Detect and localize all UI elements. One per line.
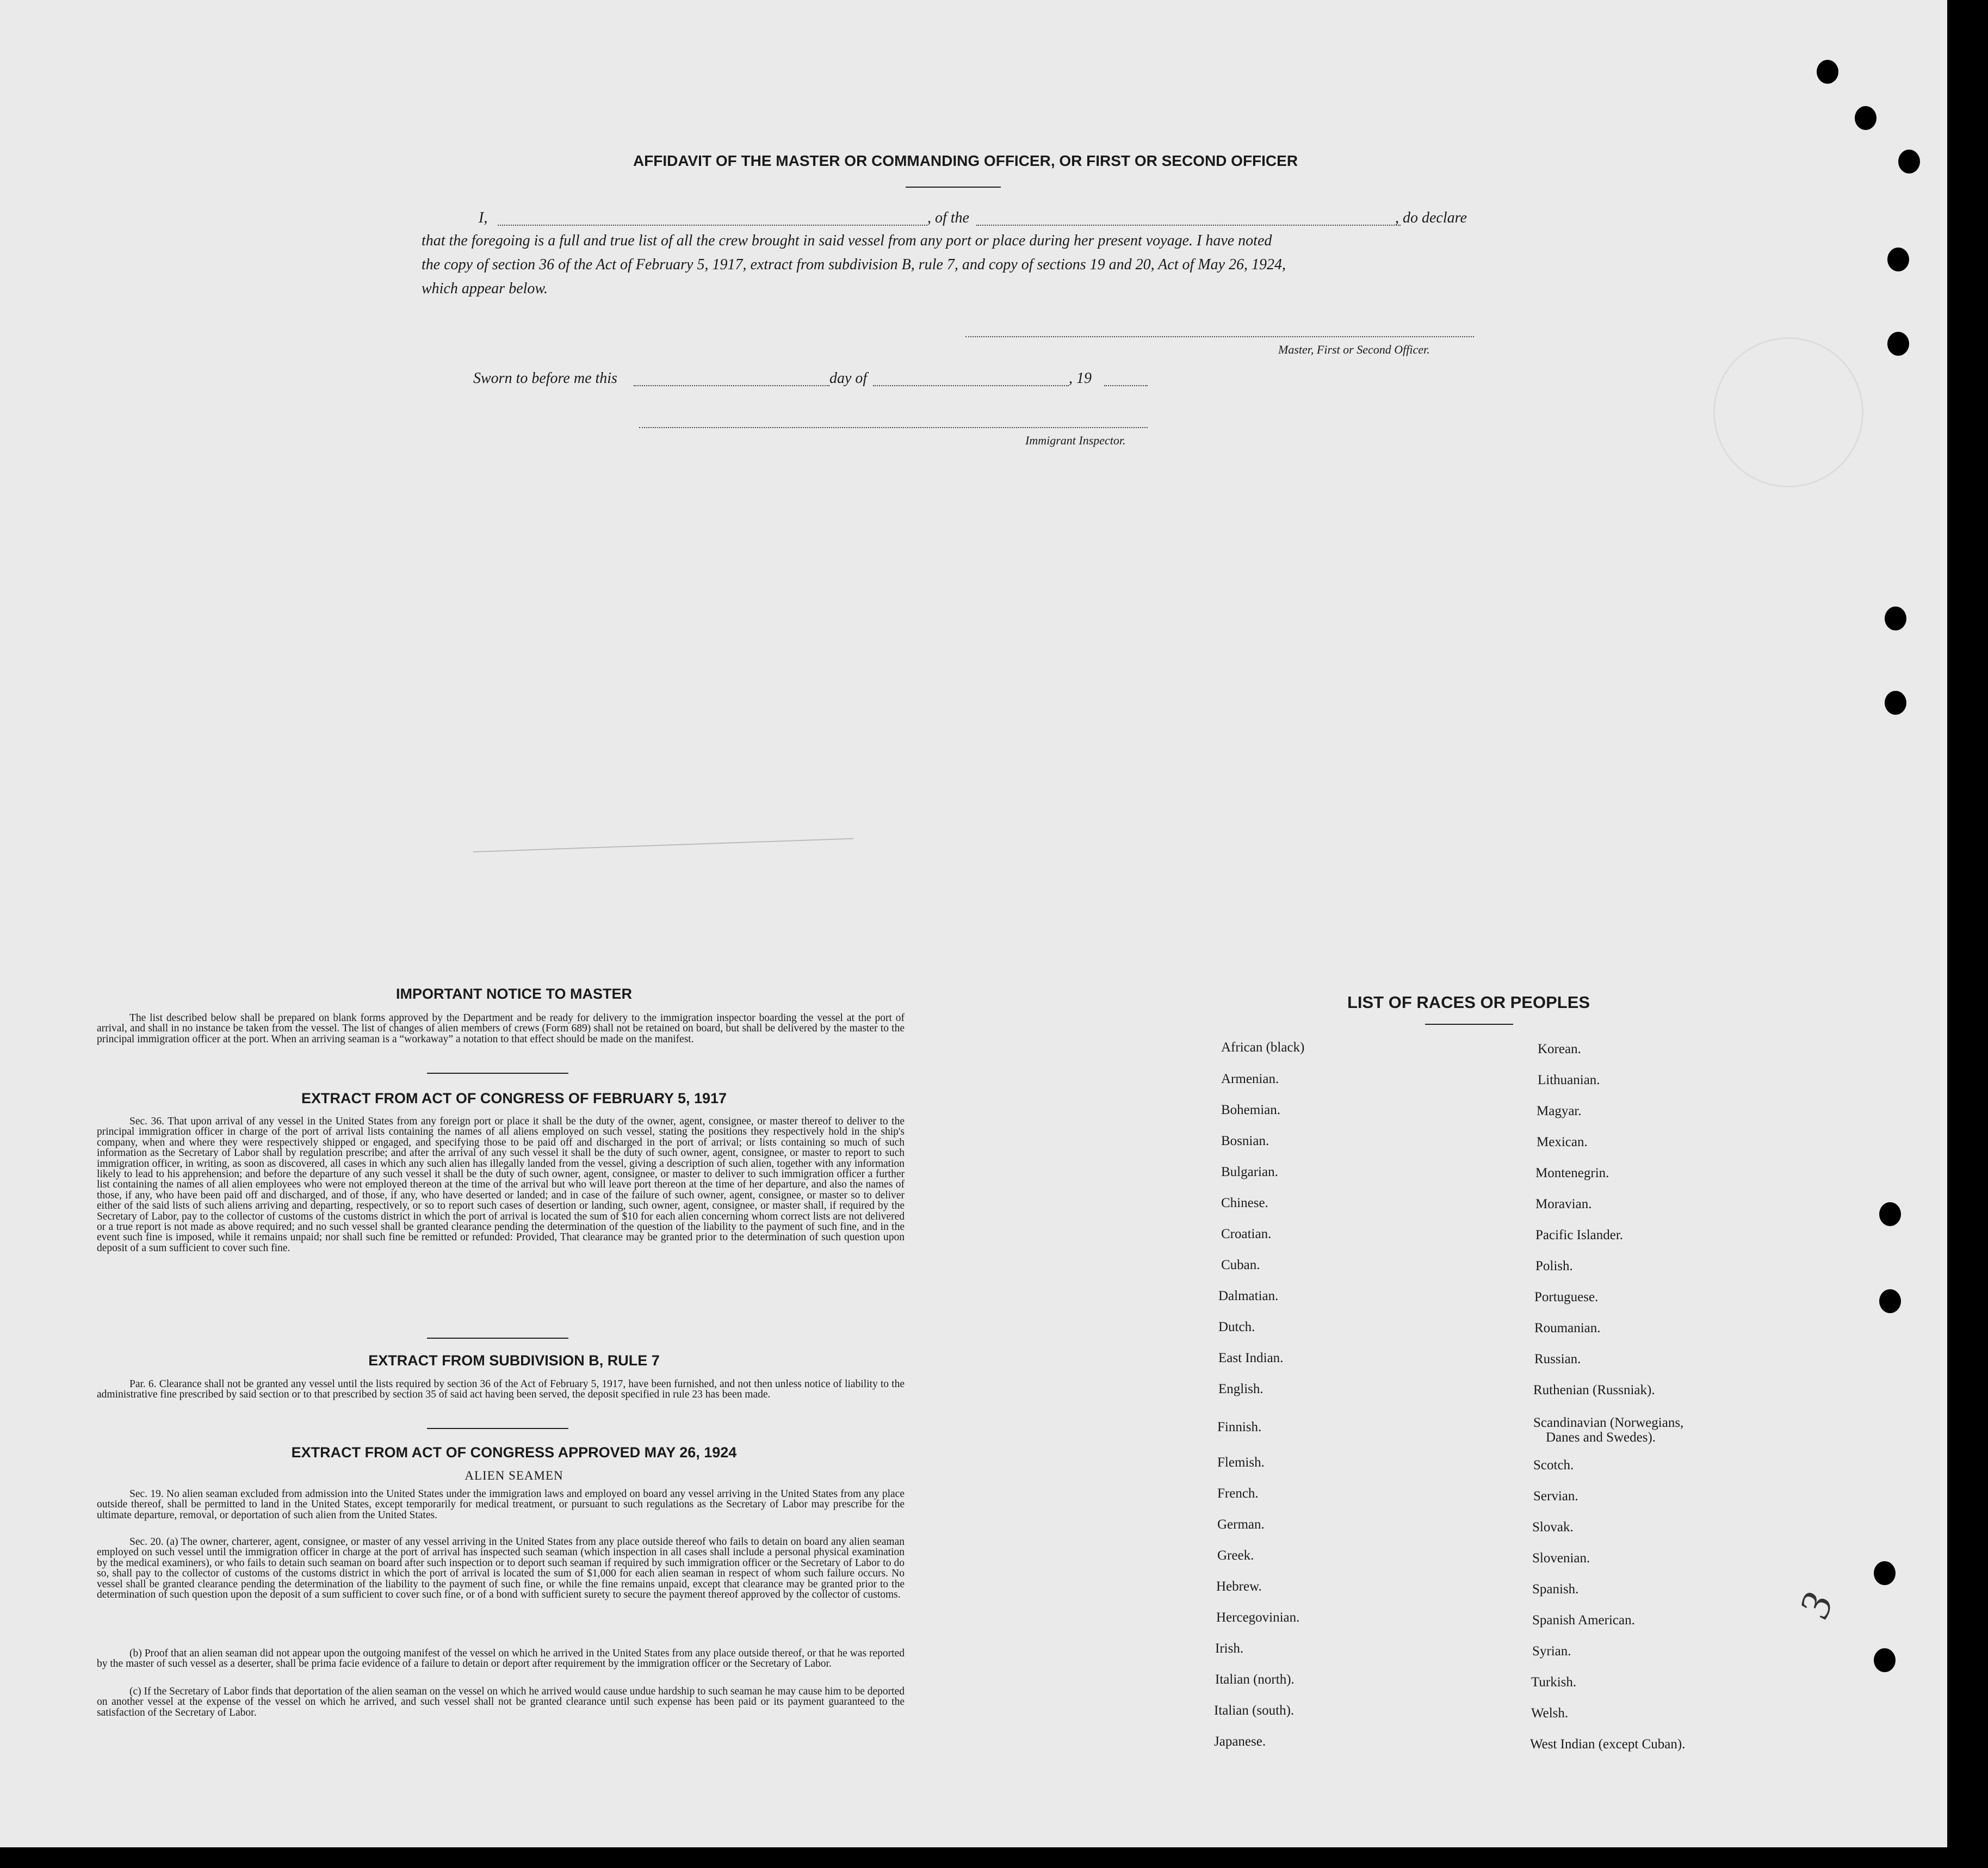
punch-hole	[1885, 607, 1906, 630]
signature-label: Master, First or Second Officer.	[1278, 343, 1430, 356]
race-item: Hercegovinian.	[1216, 1610, 1300, 1625]
sworn-date-line	[634, 385, 829, 386]
embossed-seal	[1713, 337, 1863, 487]
race-item: Moravian.	[1535, 1197, 1592, 1211]
sworn-year: , 19	[1069, 370, 1092, 387]
extract-1924-sec20b: (b) Proof that an alien seaman did not appear upon the outgoing manifest of the vessel on which he arrived in the United States from any place outside thereof, or that he was reported by the master of such vessel as a deserter, shall be prima facie evidence of a failure to detain or deport after requirement by the immigration officer or the Secretary of Labor.	[97, 1648, 905, 1670]
affidavit-line-2: that the foregoing is a full and true list of all the crew brought in said vessel from any port or place during her present voyage. I have noted	[422, 232, 1272, 249]
race-item: Cuban.	[1221, 1258, 1260, 1272]
race-item: Magyar.	[1537, 1104, 1582, 1118]
handwritten-mark: 3	[1790, 1586, 1843, 1624]
punch-hole	[1879, 1289, 1901, 1313]
race-item: Mexican.	[1537, 1135, 1588, 1149]
race-item: Hebrew.	[1216, 1579, 1262, 1594]
race-item: French.	[1217, 1486, 1259, 1501]
alien-seamen-subtitle: ALIEN SEAMEN	[465, 1469, 563, 1482]
race-item: African (black)	[1221, 1040, 1305, 1055]
race-item: East Indian.	[1218, 1351, 1284, 1365]
race-item: Syrian.	[1532, 1644, 1571, 1659]
race-item: Italian (south).	[1214, 1703, 1295, 1718]
extract-1917-text: Sec. 36. That upon arrival of any vessel in the United States from any foreign port or place it shall be the duty of the owner, agent, consignee, or master thereof to deliver to the principal immigration officer in charge of the port of arrival lists containing the names of all aliens employed on such vessel, stating the positions they respectively hold in the ship's company, when and where they were respectively shipped or engaged, and specifying those to be paid off and discharged in the port of arrival; or lists containing so much of such information as the Secretary of Labor shall by regulation prescribe; and after the arrival of any such vessel it shall be the duty of such owner, agent, consignee, or master to report to such immigration officer, in writing, as soon as discovered, all cases in which any such alien has illegally landed from the vessel, giving a description of such alien, together with any information likely to lead to his apprehension; and before the departure of any such vessel it shall be the duty of such owner, agent, consignee, or master to deliver to such immigration officer a further list containing the names of all alien employees who were not employed thereon at the time of the arrival but who will leave port thereon at the time of her departure, and also the names of those, if any, who have been paid off and discharged, and of those, if any, who have deserted or landed; and in case of the failure of such owner, agent, consignee, or master so to deliver either of the said lists of such aliens arriving and departing, respectively, or so to report such cases of desertion or landing, such owner, agent, consignee, or master shall, if required by the Secretary of Labor, pay to the collector of customs of the customs district in which the port of arrival is located the sum of $10 for each alien concerning whom correct lists are not delivered or a true report is not made as above required; and no such vessel shall be granted clearance pending the determination of the question of the liability to the payment of such fine, and in the event such fine is imposed, while it remains unpaid; nor shall such fine be remitted or refunded: Provided, That clearance may be granted prior to the determination of such question upon deposit of a sum sufficient to cover such fine.	[97, 1116, 905, 1254]
punch-hole	[1885, 691, 1906, 715]
race-item: Polish.	[1535, 1259, 1573, 1273]
race-item: Danes and Swedes).	[1546, 1430, 1656, 1445]
race-item: Dutch.	[1218, 1320, 1255, 1334]
race-item: West Indian (except Cuban).	[1530, 1737, 1686, 1752]
race-item: Slovak.	[1532, 1520, 1574, 1535]
race-item: English.	[1218, 1382, 1264, 1396]
affidavit-of-the: , of the	[927, 209, 969, 226]
race-item: Greek.	[1217, 1548, 1254, 1563]
sworn-day-of: day of	[829, 370, 868, 387]
race-item: Slovenian.	[1532, 1551, 1590, 1566]
race-item: Montenegrin.	[1535, 1166, 1609, 1180]
race-item: Servian.	[1533, 1489, 1578, 1504]
extract-1924-sec20a: Sec. 20. (a) The owner, charterer, agent, consignee, or master of any vessel arriving in the United States from any place outside thereof who fails to detain on board any alien seaman employed on such vessel until the immigration officer in charge at the port of arrival has inspected such seaman (which inspection in all cases shall include a personal physical examination by the medical examiners), or who fails to detain such seaman on board after such inspection or to deport such seaman if required by such immigration officer or the Secretary of Labor to do so, shall pay to the collector of customs of the customs district in which the port of arrival is located the sum of $1,000 for each alien seaman in respect of whom such failure occurs. No vessel shall be granted clearance pending the determination of the liability to the payment of such fine, or while the fine remains unpaid, except that clearance may be granted prior to the determination of such question upon the deposit of a sum sufficient to cover such fine, or of a bond with sufficient surety to secure the payment thereof approved by the collector of customs.	[97, 1536, 905, 1601]
notice-rule	[427, 1073, 568, 1074]
race-item: German.	[1217, 1517, 1265, 1532]
title-rule	[906, 187, 1001, 188]
race-item: Lithuanian.	[1538, 1073, 1600, 1087]
race-item: Irish.	[1215, 1641, 1244, 1656]
extract-1924-sec19: Sec. 19. No alien seaman excluded from admission into the United States under the immigration laws and employed on board any vessel arriving in the United States from any place outside thereof, shall be permitted to land in the United States, except temporarily for medical treatment, or pursuant to such regulations as the Secretary of Labor may prescribe for the ultimate departure, removal, or deportation of such alien from the United States.	[97, 1488, 905, 1521]
punch-hole	[1887, 248, 1909, 271]
race-item: Finnish.	[1217, 1420, 1262, 1434]
race-item: Flemish.	[1217, 1455, 1265, 1470]
race-item: Scotch.	[1533, 1458, 1574, 1473]
race-item: Dalmatian.	[1218, 1289, 1279, 1303]
race-item: Welsh.	[1531, 1706, 1569, 1721]
race-item: Italian (north).	[1215, 1672, 1295, 1687]
pencil-stroke	[473, 838, 854, 852]
race-item: Bulgarian.	[1221, 1165, 1278, 1179]
punch-hole	[1855, 106, 1876, 130]
race-item: Spanish American.	[1532, 1613, 1635, 1628]
extract-1924-sec20c: (c) If the Secretary of Labor finds that deportation of the alien seaman on the vessel on which he arrived would cause undue hardship to such seaman he may cause him to be deported on another vessel at the expense of the vessel on which he arrived, and such vessel shall not be granted clearance until such expense has been paid or its payment guaranteed to the satisfaction of the Secretary of Labor.	[97, 1686, 905, 1718]
extract-1917-rule	[427, 1338, 568, 1339]
race-item: Chinese.	[1221, 1196, 1268, 1210]
race-item: Croatian.	[1221, 1227, 1272, 1241]
extract-1924-title: EXTRACT FROM ACT OF CONGRESS APPROVED MAY 26, 1924	[291, 1444, 737, 1461]
race-item: Turkish.	[1531, 1675, 1577, 1690]
rule7-rule	[427, 1428, 568, 1429]
race-item: Pacific Islander.	[1535, 1228, 1624, 1242]
rule7-title: EXTRACT FROM SUBDIVISION B, RULE 7	[368, 1352, 660, 1369]
sworn-prefix: Sworn to before me this	[473, 370, 617, 387]
sworn-year-line	[1104, 385, 1148, 386]
inspector-line	[639, 427, 1148, 428]
race-item: Roumanian.	[1534, 1321, 1601, 1335]
affidavit-i: I,	[479, 209, 488, 226]
punch-hole	[1898, 150, 1920, 174]
races-rule	[1425, 1024, 1513, 1025]
signature-line	[965, 336, 1474, 337]
punch-hole	[1874, 1648, 1896, 1672]
race-item: Japanese.	[1214, 1734, 1266, 1749]
punch-hole	[1879, 1202, 1901, 1226]
race-item: Ruthenian (Russniak).	[1533, 1383, 1655, 1397]
notice-text: The list described below shall be prepared on blank forms approved by the Department and be ready for delivery to the immigration inspector boarding the vessel at the port of arrival, and shall in no instance be taken from the vessel. The list of changes of alien members of crews (Form 689) shall not be retained on board, but shall be delivered by the master to the principal immigration officer at the port. When an arriving seaman is a “workaway” a notation to that effect should be made on the manifest.	[97, 1012, 905, 1045]
name-field-line	[498, 225, 927, 226]
punch-hole	[1817, 60, 1838, 84]
notice-title: IMPORTANT NOTICE TO MASTER	[396, 986, 632, 1002]
rule7-text: Par. 6. Clearance shall not be granted any vessel until the lists required by section 36 of the Act of February 5, 1917, have been furnished, and not then unless notice of liability to the administrative fine prescribed by said section or to that prescribed by section 35 of said act having been served, the deposit specified in rule 23 has been made.	[97, 1378, 905, 1401]
race-item: Armenian.	[1221, 1072, 1279, 1086]
race-item: Bohemian.	[1221, 1103, 1281, 1117]
sworn-month-line	[873, 385, 1069, 386]
race-item: Scandinavian (Norwegians,	[1533, 1415, 1684, 1430]
race-item: Russian.	[1534, 1352, 1581, 1366]
affidavit-declare: , do declare	[1395, 209, 1467, 226]
affidavit-line-4: which appear below.	[422, 280, 548, 297]
race-item: Korean.	[1538, 1042, 1581, 1056]
punch-hole	[1887, 332, 1909, 356]
punch-hole	[1874, 1561, 1896, 1585]
race-item: Portuguese.	[1534, 1290, 1599, 1304]
races-title: LIST OF RACES OR PEOPLES	[1347, 993, 1590, 1012]
vessel-field-line	[976, 225, 1401, 226]
affidavit-line-3: the copy of section 36 of the Act of February 5, 1917, extract from subdivision B, rule 7, and copy of sections 19 and 20, Act of May 26, 1924,	[422, 256, 1286, 273]
extract-1917-title: EXTRACT FROM ACT OF CONGRESS OF FEBRUARY 5, 1917	[301, 1090, 727, 1106]
inspector-label: Immigrant Inspector.	[1025, 434, 1126, 447]
affidavit-title: AFFIDAVIT OF THE MASTER OR COMMANDING OFFICER, OR FIRST OR SECOND OFFICER	[633, 152, 1298, 169]
race-item: Bosnian.	[1221, 1134, 1269, 1148]
race-item: Spanish.	[1532, 1582, 1579, 1597]
